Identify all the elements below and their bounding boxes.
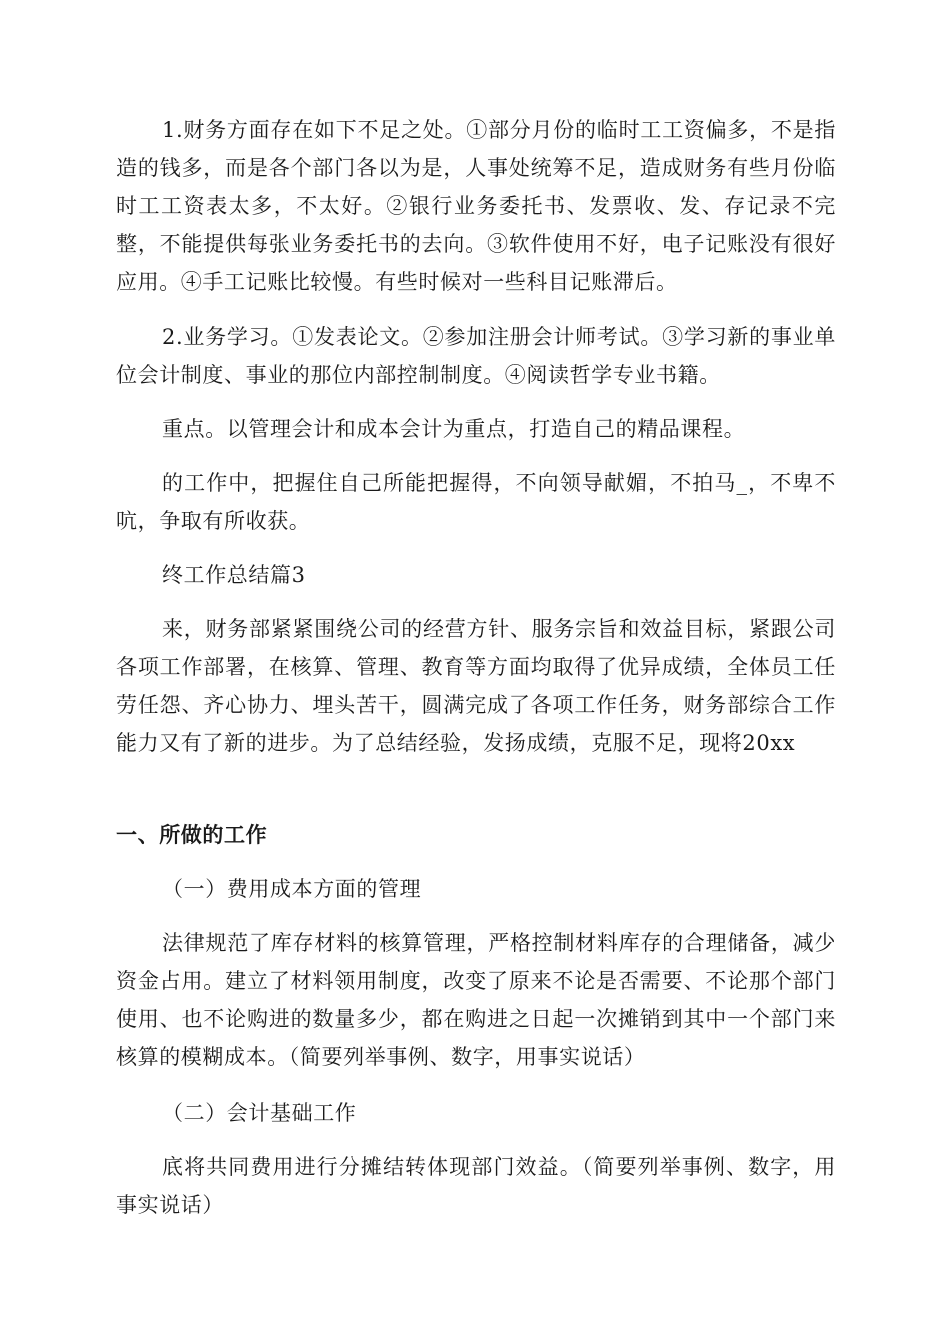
heading-work-done: 一、所做的工作 <box>116 823 268 847</box>
subheading-cost-management: （一）费用成本方面的管理 <box>162 877 422 901</box>
paragraph-inventory-management: 法律规范了库存材料的核算管理，严格控制材料库存的合理储备，减少资金占用。建立了材料领用制度，改变了原来不论是否需要、不论那个部门使用、也不论购进的数量多少，都在购进之日起一次摊销到其中一个部门来核算的模糊成本。（简要列举事例、数字，用事实说话） <box>116 931 836 1069</box>
paragraph-work-attitude: 的工作中，把握住自己所能把握得，不向领导献媚，不拍马_，不卑不吭，争取有所收获。 <box>116 471 836 533</box>
subheading-accounting-basics: （二）会计基础工作 <box>162 1101 357 1125</box>
paragraph-financial-shortcomings: 1.财务方面存在如下不足之处。①部分月份的临时工工资偏多，不是指造的钱多，而是各个部门各以为是，人事处统筹不足，造成财务有些月份临时工工资表太多，不太好。②银行业务委托书、发票收、发、存记录不完整，不能提供每张业务委托书的去向。③软件使用不好，电子记账没有很好应用。④手工记账比较慢。有些时候对一些科目记账滞后。 <box>116 118 836 294</box>
paragraph-finance-department-intro: 来，财务部紧紧围绕公司的经营方针、服务宗旨和效益目标，紧跟公司各项工作部署，在核算、管理、教育等方面均取得了优异成绩，全体员工任劳任怨、齐心协力、埋头苦干，圆满完成了各项工作任务，财务部综合工作能力又有了新的进步。为了总结经验，发扬成绩，克服不足，现将20xx <box>116 617 836 755</box>
paragraph-focus: 重点。以管理会计和成本会计为重点，打造自己的精品课程。 <box>162 417 746 441</box>
paragraph-cost-allocation: 底将共同费用进行分摊结转体现部门效益。（简要列举事例、数字，用事实说话） <box>116 1155 836 1217</box>
section-title-summary-3: 终工作总结篇3 <box>162 563 306 587</box>
paragraph-business-study: 2.业务学习。①发表论文。②参加注册会计师考试。③学习新的事业单位会计制度、事业的那位内部控制制度。④阅读哲学专业书籍。 <box>116 325 836 387</box>
